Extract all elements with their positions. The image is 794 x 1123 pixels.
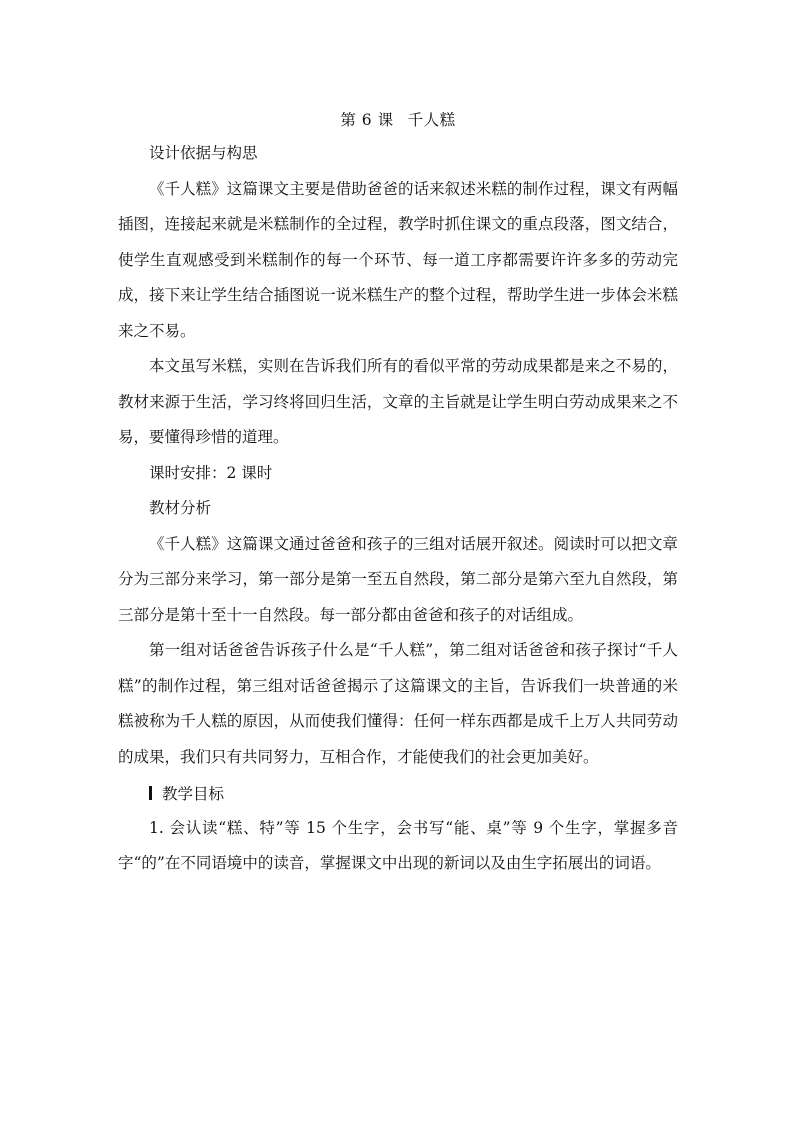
- schedule-text: 课时安排：2 课时: [149, 463, 273, 482]
- page-title: [118, 106, 678, 134]
- goals-heading-row: [118, 775, 678, 811]
- analysis-paragraph-1: 《千人糕》这篇课文通过爸爸和孩子的三组对话展开叙述。阅读时可以把文章分为三部分来学习，第一部分是第一至五自然段，第二部分是第六至九自然段，第三部分是第十至十一自然段。每一部分都由爸爸和孩子的对话组成。: [118, 534, 678, 624]
- analysis-paragraph-2: 第一组对话爸爸告诉孩子什么是“千人糕”，第二组对话爸爸和孩子探讨“千人糕”的制作过程，第三组对话爸爸揭示了这篇课文的主旨，告诉我们一块普通的米糕被称为千人糕的原因，从而使我们懂得：任何一样东西都是成千上万人共同劳动的成果，我们只有共同努力，互相合作，才能使我们的社会更加美好。: [118, 641, 678, 766]
- title-lesson-number: 第 6 课: [340, 111, 394, 129]
- goal-item-1: 1. 会认读“糕、特”等 15 个生字，会书写“能、桌”等 9 个生字，掌握多音字“的”在不同语境中的读音，掌握课文中出现的新词以及由生字拓展出的词语。: [118, 818, 678, 872]
- document-content: [118, 106, 678, 882]
- section-bar-icon: [149, 786, 152, 800]
- analysis-heading: 教材分析: [149, 499, 212, 517]
- goals-heading: 教学目标: [162, 784, 225, 803]
- design-paragraph-2: 本文虽写米糕，实则在告诉我们所有的看似平常的劳动成果都是来之不易的，教材来源于生活，学习终将回归生活，文章的主旨就是让学生明白劳动成果来之不易，要懂得珍惜的道理。: [118, 357, 678, 446]
- design-paragraph-1: 《千人糕》这篇课文主要是借助爸爸的话来叙述米糕的制作过程，课文有两幅插图，连接起来就是米糕制作的全过程，教学时抓住课文的重点段落，图文结合，使学生直观感受到米糕制作的每一个环节、每一道工序都需要许许多多的劳动完成，接下来让学生结合插图说一说米糕生产的整个过程，帮助学生进一步体会米糕来之不易。: [118, 179, 678, 340]
- title-lesson-name: 千人糕: [407, 111, 456, 129]
- design-heading: 设计依据与构思: [149, 144, 258, 162]
